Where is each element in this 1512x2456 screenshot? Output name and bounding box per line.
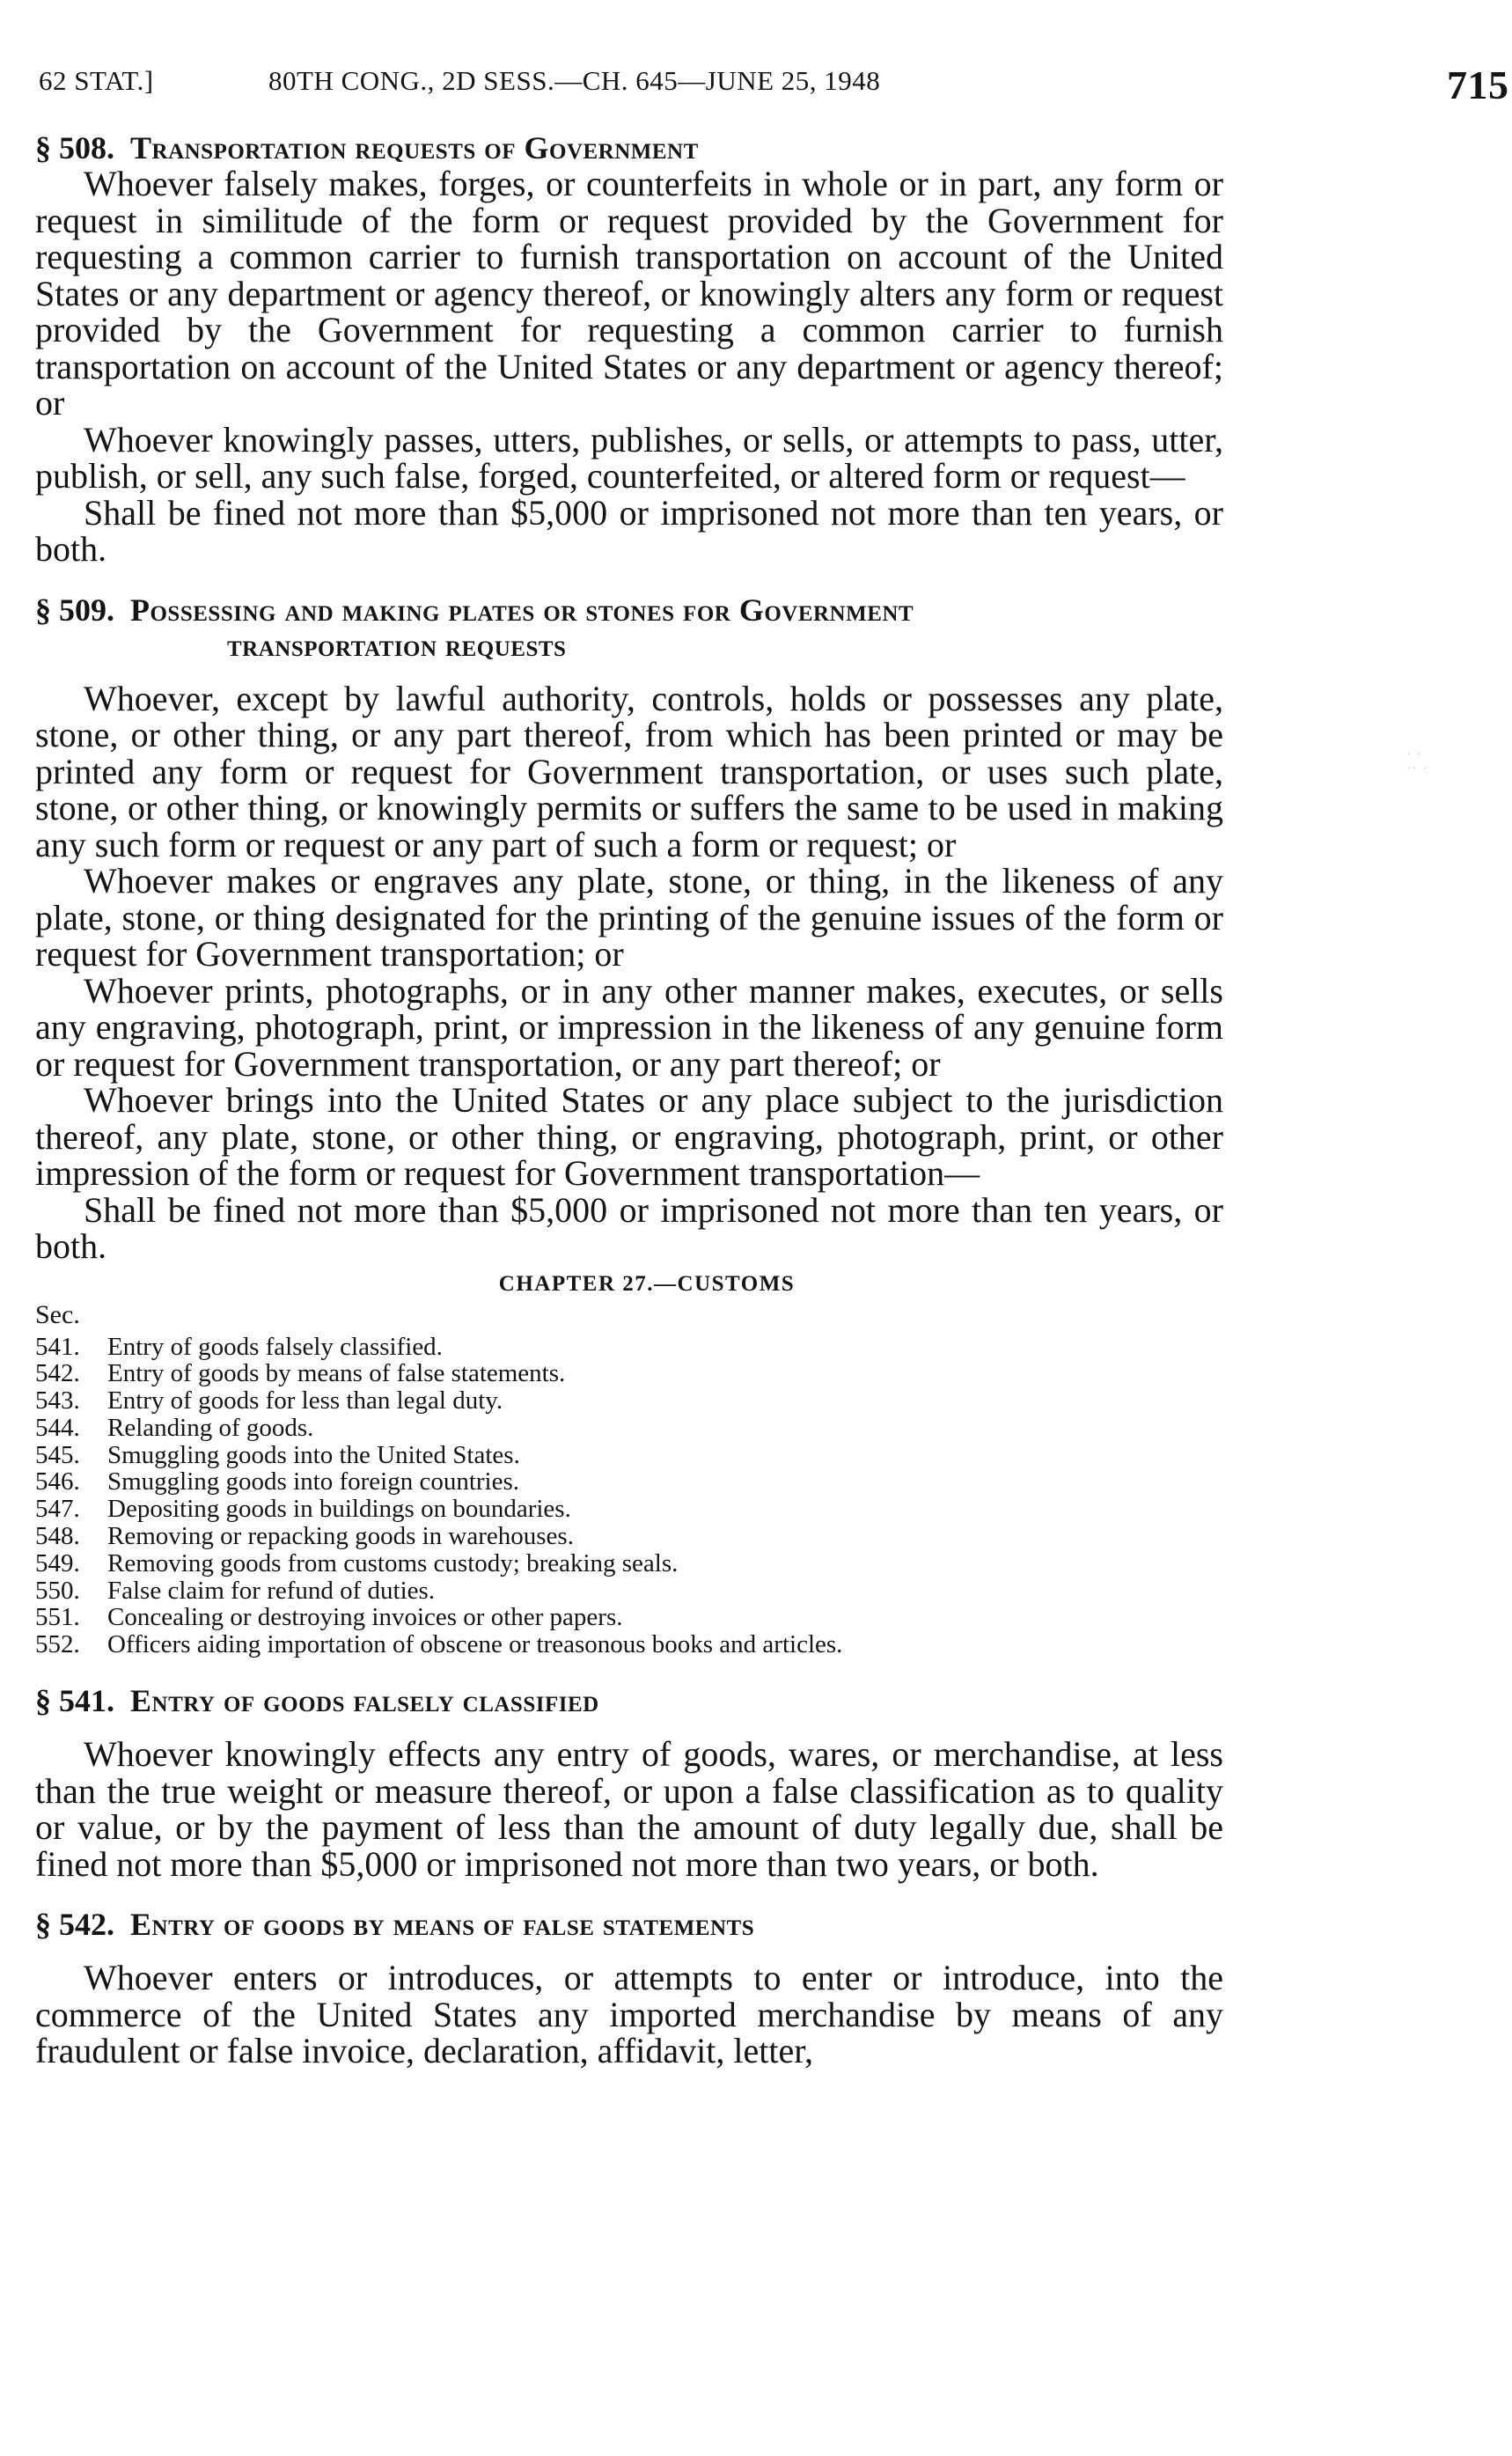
- section-508-penalty: Shall be fined not more than $5,000 or imprisoned not more than ten years, or both.: [35, 492, 1223, 569]
- toc-entry-text: Entry of goods by means of false statements.: [107, 1359, 566, 1388]
- toc-entry-number: 542.: [35, 1359, 80, 1388]
- toc-entry: [35, 1550, 1223, 1577]
- toc-entry-text: Smuggling goods into foreign countries.: [107, 1467, 519, 1496]
- section-title: Transportation requests of Government: [130, 130, 699, 165]
- stat-reference: 62 STAT.]: [39, 65, 154, 96]
- toc-entry-text: Entry of goods for less than legal duty.: [107, 1386, 503, 1416]
- section-541-heading: [35, 1683, 1223, 1718]
- toc-entry: [35, 1334, 1223, 1361]
- chapter-27-title: CHAPTER 27.—CUSTOMS: [498, 1271, 796, 1296]
- chapter-27-contents: [35, 1334, 1223, 1659]
- toc-sec-label: Sec.: [35, 1299, 80, 1329]
- toc-entry-text: Officers aiding importation of obscene or treasonous books and articles.: [107, 1630, 843, 1659]
- toc-entry-text: Removing or repacking goods in warehouses.: [107, 1522, 574, 1551]
- section-symbol: § 508.: [35, 130, 114, 165]
- toc-entry-number: 551.: [35, 1603, 80, 1632]
- toc-entry-text: Relanding of goods.: [107, 1413, 314, 1442]
- section-508-paragraph-1: Whoever falsely makes, forges, or counterfeits in whole or in part, any form or request in similitude of the form or request provided by the Government for requesting a common carrier to furnish transportation on account of the United States or any department or agency thereof, or knowingly alters any form or request provided by the Government for requesting a common carrier to furnish transportation on account of the United States or any department or agency thereof; or: [35, 164, 1223, 423]
- statute-body: [35, 130, 1223, 2070]
- section-541-paragraph-1: Whoever knowingly effects any entry of goods, wares, or merchandise, at less than the true weight or measure thereof, or upon a false classification as to quality or value, or by the payment of less than the amount of duty legally due, shall be fined not more than $5,000 or imprisoned not more than two years, or both.: [35, 1734, 1223, 1884]
- section-509-penalty: Shall be fined not more than $5,000 or imprisoned not more than ten years, or both.: [35, 1189, 1223, 1266]
- toc-entry-text: Entry of goods falsely classified.: [107, 1332, 443, 1361]
- toc-entry: [35, 1415, 1223, 1442]
- toc-entry-text: Depositing goods in buildings on boundaries.: [107, 1495, 571, 1524]
- toc-entry-number: 548.: [35, 1522, 80, 1551]
- section-509-paragraph-3: Whoever prints, photographs, or in any other manner makes, executes, or sells any engraving, photograph, print, or impression in the likeness of any genuine form or request for Government transportation, or any part thereof; or: [35, 970, 1223, 1084]
- toc-entry-number: 547.: [35, 1495, 80, 1524]
- section-symbol: § 541.: [35, 1683, 114, 1719]
- toc-entry-number: 549.: [35, 1548, 80, 1577]
- toc-entry: [35, 1387, 1223, 1415]
- toc-entry-number: 543.: [35, 1386, 80, 1416]
- toc-entry-text: Concealing or destroying invoices or other papers.: [107, 1603, 623, 1632]
- toc-entry-number: 550.: [35, 1576, 80, 1605]
- scan-speck-decoration: · · ·· ·: [1406, 748, 1429, 776]
- section-542-paragraph-1: Whoever enters or introduces, or attempts to enter or introduce, into the commerce of the United States any imported merchandise by means of any fraudulent or false invoice, declaration, affidavit, letter,: [35, 1958, 1223, 2071]
- section-508-paragraph-2: Whoever knowingly passes, utters, publishes, or sells, or attempts to pass, utter, publish, or sell, any such false, forged, counterfeited, or altered form or request—: [35, 419, 1223, 496]
- section-title: Entry of goods by means of false statements: [130, 1907, 755, 1943]
- section-509-paragraph-1: Whoever, except by lawful authority, controls, holds or possesses any plate, stone, or other thing, or any part thereof, from which has been printed or may be printed any form or request for Government transportation, or uses such plate, stone, or other thing, or knowingly permits or suffers the same to be used in making any such form or request or any part of such a form or request; or: [35, 678, 1223, 864]
- toc-entry: [35, 1360, 1223, 1387]
- toc-entry-number: 544.: [35, 1413, 80, 1442]
- toc-entry: [35, 1442, 1223, 1469]
- section-509-paragraph-4: Whoever brings into the United States or any place subject to the jurisdiction thereof, any plate, stone, or other thing, or engraving, photograph, print, or other impression of the form or request for Government transportation—: [35, 1080, 1223, 1193]
- section-508-heading: [35, 130, 1223, 165]
- section-symbol: § 509.: [35, 592, 114, 628]
- session-header: 80TH CONG., 2D SESS.—CH. 645—JUNE 25, 1948: [268, 65, 881, 96]
- section-title: Entry of goods falsely classified: [130, 1683, 599, 1719]
- toc-entry-text: False claim for refund of duties.: [107, 1576, 436, 1605]
- page-number: 715: [1447, 63, 1509, 107]
- toc-entry: [35, 1577, 1223, 1605]
- toc-entry-number: 541.: [35, 1332, 80, 1361]
- toc-entry: [35, 1604, 1223, 1631]
- toc-entry: [35, 1631, 1223, 1658]
- toc-entry: [35, 1523, 1223, 1550]
- toc-entry: [35, 1496, 1223, 1523]
- toc-entry-text: Smuggling goods into the United States.: [107, 1440, 520, 1469]
- section-509-paragraph-2: Whoever makes or engraves any plate, stone, or thing, in the likeness of any plate, stone, or thing designated for the printing of the genuine issues of the form or request for Government transportation; or: [35, 861, 1223, 974]
- toc-entry-number: 552.: [35, 1630, 80, 1659]
- section-509-heading: [35, 592, 1223, 663]
- toc-entry-number: 546.: [35, 1467, 80, 1496]
- section-title: Possessing and making plates or stones for Government: [130, 592, 914, 628]
- section-symbol: § 542.: [35, 1907, 114, 1943]
- toc-entry-number: 545.: [35, 1440, 80, 1469]
- section-542-heading: [35, 1907, 1223, 1942]
- toc-entry-text: Removing goods from customs custody; breaking seals.: [107, 1548, 679, 1577]
- section-title-continued: transportation requests: [227, 627, 567, 663]
- toc-entry: [35, 1468, 1223, 1496]
